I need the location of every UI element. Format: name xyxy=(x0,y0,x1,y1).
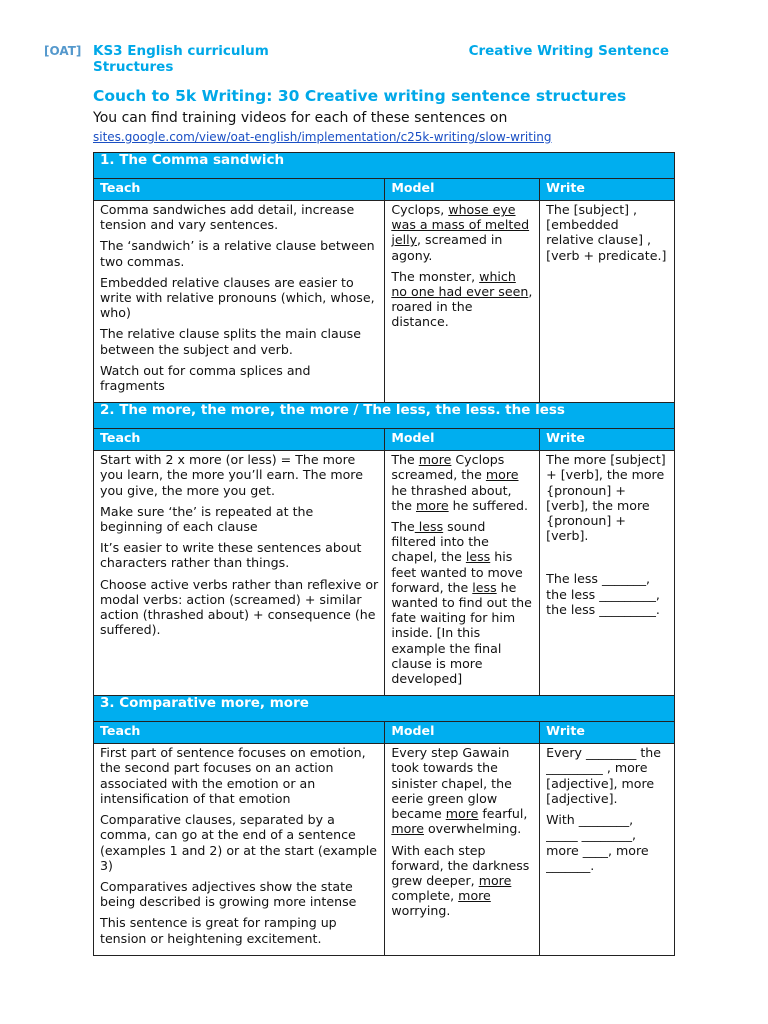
underlined-phrase: whose eye was a mass of melted jelly xyxy=(391,202,530,248)
model-example xyxy=(391,202,533,263)
model-example xyxy=(391,519,533,686)
text-segment: With each step forward, the darkness grew deeper, xyxy=(391,842,530,888)
write-cell xyxy=(540,201,675,403)
section-title-row xyxy=(94,153,675,179)
training-videos-link[interactable]: sites.google.com/view/oat-english/implementation/c25k-writing/slow-writing xyxy=(93,130,552,144)
write-template: Every ________ the _________ , more [adjective], more [adjective]. xyxy=(546,745,661,806)
section-body-row xyxy=(94,744,675,955)
text-segment: he suffered. xyxy=(448,497,528,513)
column-header-model: Model xyxy=(385,429,540,451)
section-title: 3. Comparative more, more xyxy=(94,696,675,722)
column-header-teach: Teach xyxy=(94,722,385,744)
underlined-phrase: less xyxy=(465,549,491,565)
write-template: With ________, _____ ________, more ____, more _______. xyxy=(546,812,649,873)
teach-point: Choose active verbs rather than reflexive or modal verbs: action (screamed) + similar action (thrashed about) + consequence (he suffered). xyxy=(100,576,379,638)
underlined-phrase: more xyxy=(445,806,479,822)
column-header-write: Write xyxy=(540,179,675,201)
column-header-teach: Teach xyxy=(94,429,385,451)
teach-cell xyxy=(94,451,385,696)
text-segment: he wanted to find out the fate waiting for him inside. [In this example the final clause is more developed] xyxy=(391,579,532,687)
model-example xyxy=(391,843,533,919)
text-segment: The monster, xyxy=(391,268,480,284)
text-segment: Every step Gawain took towards the sinister chapel, the eerie green glow became xyxy=(391,745,512,822)
teach-cell xyxy=(94,744,385,955)
underlined-phrase: less xyxy=(414,519,444,535)
underlined-phrase: more xyxy=(458,888,491,904)
underlined-phrase: more xyxy=(485,467,519,483)
teach-point: It’s easier to write these sentences about characters rather than things. xyxy=(100,540,362,571)
column-header-model: Model xyxy=(385,722,540,744)
text-segment: he thrashed about, the xyxy=(391,482,512,513)
model-cell xyxy=(385,744,540,955)
sentence-structures-table xyxy=(93,152,675,956)
column-header-row xyxy=(94,179,675,201)
underlined-phrase: less xyxy=(472,579,497,595)
section-title: 1. The Comma sandwich xyxy=(94,153,675,179)
teach-point: Start with 2 x more (or less) = The more you learn, the more you’ll earn. The more you give, the more you get. xyxy=(100,452,363,498)
column-header-model: Model xyxy=(385,179,540,201)
underlined-phrase: more xyxy=(478,872,512,888)
model-example xyxy=(391,745,533,836)
text-segment: The xyxy=(391,519,415,535)
model-cell xyxy=(385,201,540,403)
text-segment: sound filtered into the chapel, the xyxy=(391,519,489,565)
underlined-phrase: more xyxy=(391,821,424,837)
underlined-phrase: which no one had ever seen xyxy=(391,268,529,300)
column-header-row xyxy=(94,429,675,451)
text-segment: complete, xyxy=(391,888,459,904)
text-segment: worrying. xyxy=(391,903,451,919)
teach-point: Embedded relative clauses are easier to write with relative pronouns (which, whose, who) xyxy=(100,274,375,321)
column-header-row xyxy=(94,722,675,744)
teach-point: This sentence is great for ramping up tension or heightening excitement. xyxy=(100,915,337,946)
column-header-write: Write xyxy=(540,722,675,744)
write-cell xyxy=(540,451,675,696)
text-segment: , roared in the distance. xyxy=(391,284,533,330)
teach-point: Comparative clauses, separated by a comma, can go at the end of a sentence (examples 1 and 2) or at the start (example 3) xyxy=(100,812,377,873)
section-body-row xyxy=(94,451,675,696)
teach-point: Comparatives adjectives show the state being described is growing more intense xyxy=(100,878,357,910)
teach-point: The ‘sandwich’ is a relative clause between two commas. xyxy=(100,238,375,269)
write-template: The more [subject] + [verb], the more {pronoun] + [verb], the more {pronoun] + [verb]. xyxy=(546,452,666,544)
header-doc-title: Creative Writing Sentence xyxy=(468,43,669,59)
underlined-phrase: more xyxy=(418,452,452,468)
write-template: The [subject] , [embedded relative clause] , [verb + predicate.] xyxy=(546,202,667,263)
model-example xyxy=(391,452,533,513)
text-segment: The xyxy=(391,452,419,468)
teach-point: Watch out for comma splices and fragments xyxy=(100,362,311,394)
text-segment: , screamed in agony. xyxy=(391,232,503,263)
model-example xyxy=(391,269,533,330)
teach-point: First part of sentence focuses on emotion, the second part focuses on an action associated with the emotion or an intensification of that emotion xyxy=(100,745,366,806)
oat-logo: [OAT] xyxy=(44,44,82,58)
column-header-write: Write xyxy=(540,429,675,451)
section-title: 2. The more, the more, the more / The less, the less. the less xyxy=(94,403,675,429)
text-segment: his feet wanted to move forward, the xyxy=(391,549,523,595)
underlined-phrase: more xyxy=(416,497,449,513)
header-curriculum: KS3 English curriculum Structures xyxy=(93,43,269,75)
text-segment: overwhelming. xyxy=(423,821,522,837)
text-segment: Cyclops screamed, the xyxy=(391,452,505,483)
write-template: The less _______, the less _________, the less _________. xyxy=(546,571,660,617)
model-cell xyxy=(385,451,540,696)
text-segment: fearful, xyxy=(478,806,528,822)
teach-cell xyxy=(94,201,385,403)
intro-text: You can find training videos for each of these sentences on xyxy=(93,110,508,126)
column-header-teach: Teach xyxy=(94,179,385,201)
write-cell xyxy=(540,744,675,955)
teach-point: Comma sandwiches add detail, increase tension and vary sentences. xyxy=(100,202,355,233)
section-title-row xyxy=(94,696,675,722)
teach-point: Make sure ‘the’ is repeated at the beginning of each clause xyxy=(100,503,314,535)
page-title: Couch to 5k Writing: 30 Creative writing sentence structures xyxy=(93,87,627,105)
teach-point: The relative clause splits the main clause between the subject and verb. xyxy=(100,326,361,357)
text-segment: Cyclops, xyxy=(391,202,449,217)
section-body-row xyxy=(94,201,675,403)
section-title-row xyxy=(94,403,675,429)
